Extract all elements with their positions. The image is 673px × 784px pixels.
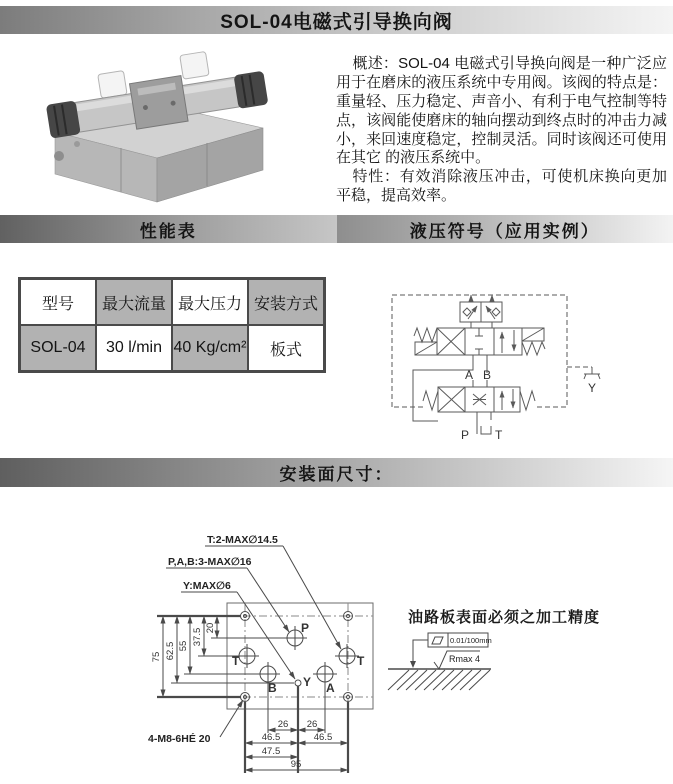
table-header-max-pressure: 最大压力 xyxy=(172,279,248,325)
hydraulic-symbol-diagram xyxy=(385,270,670,460)
dim-46-5-left: 46.5 xyxy=(261,732,281,743)
callout-pab-holes: P,A,B:3-MAX∅16 xyxy=(168,556,252,568)
table-cell-max-flow: 30 l/min xyxy=(96,325,172,371)
dim-62-5: 62.5 xyxy=(165,641,176,661)
valve-photo-illustration xyxy=(25,44,277,206)
section-title-performance: 性能表 xyxy=(0,215,337,243)
mounting-dimensions-drawing xyxy=(35,505,635,783)
port-label-a: A xyxy=(464,368,474,382)
dim-75: 75 xyxy=(151,651,162,663)
section-header-bar xyxy=(0,215,673,243)
section-title-hydraulic-symbol: 液压符号（应用实例） xyxy=(337,215,673,243)
callout-t-holes: T:2-MAX∅14.5 xyxy=(207,534,278,546)
port-label-t: T xyxy=(495,428,503,442)
table-header-max-flow: 最大流量 xyxy=(96,279,172,325)
flatness-symbol-icon xyxy=(432,637,443,644)
dim-26-left: 26 xyxy=(277,719,289,730)
plate-label-t-right: T xyxy=(357,654,365,668)
table-cell-mounting: 板式 xyxy=(248,325,324,371)
dim-37-5: 37.5 xyxy=(192,627,203,647)
performance-table xyxy=(18,277,326,373)
product-photo xyxy=(25,44,277,206)
plate-label-a: A xyxy=(326,681,335,695)
mounting-title-text: 安装面尺寸： xyxy=(279,465,394,484)
surface-hatching xyxy=(388,669,491,690)
surface-note: 油路板表面必须之加工精度 xyxy=(408,609,601,626)
overview-paragraph: 概述：SOL-04 电磁式引导换向阀是一种广泛应用于在磨床的液压系统中专用阀。该阀的特点是：重量轻、压力稳定、声音小、有利于电气控制等特点，该阀能使磨床的轴向摆动到终点时的冲击力减小，来回速度稳定，控制灵活。同时该阀还可使用在其它 的液压系统中。 xyxy=(336,55,667,167)
dim-20: 20 xyxy=(205,622,216,634)
table-header-mounting: 安装方式 xyxy=(248,279,324,325)
plate-label-t-left: T xyxy=(232,654,240,668)
roughness-value: Rmax 4 xyxy=(449,654,481,664)
flatness-value: 0.01/100mm xyxy=(450,636,492,645)
page-title: SOL-04电磁式引导换向阀 xyxy=(220,11,453,33)
table-header-model: 型号 xyxy=(20,279,96,325)
port-holes xyxy=(235,626,359,686)
section-title-mounting xyxy=(0,458,673,487)
features-paragraph: 特性：有效消除液压冲击，可使机床换向更加平稳，提高效率。 xyxy=(336,168,667,205)
dim-47-5: 47.5 xyxy=(261,746,281,757)
roughness-callout xyxy=(434,651,480,669)
overview-text xyxy=(336,55,667,206)
port-label-y: Y xyxy=(588,381,597,395)
port-label-p: P xyxy=(460,428,469,442)
port-label-b: B xyxy=(482,368,492,382)
dim-55: 55 xyxy=(178,640,189,652)
table-cell-model: SOL-04 xyxy=(20,325,96,371)
callout-bolt-holes: 4-M8-6HÉ 20 xyxy=(148,733,211,745)
plate-label-b: B xyxy=(268,681,277,695)
dim-95: 95 xyxy=(290,759,302,770)
callout-y-hole: Y:MAX∅6 xyxy=(183,580,231,592)
plate-label-y: Y xyxy=(303,675,312,689)
dim-46-5-right: 46.5 xyxy=(313,732,333,743)
plate-label-p: P xyxy=(301,621,310,635)
table-cell-max-pressure: 40 Kg/cm² xyxy=(172,325,248,371)
title-bar xyxy=(0,6,673,34)
dim-26-right: 26 xyxy=(306,719,318,730)
